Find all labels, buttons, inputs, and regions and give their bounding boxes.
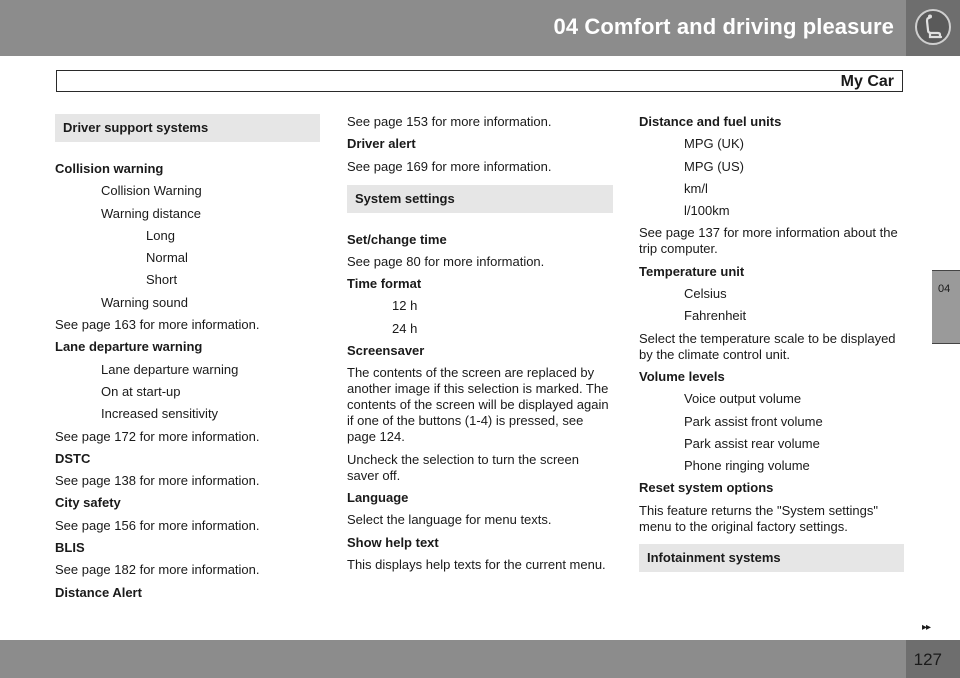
column-3 — [639, 114, 904, 591]
box-infotainment: Infotainment systems — [639, 544, 904, 572]
sub-option-item: Short — [146, 272, 178, 288]
option-item: Lane departure warning — [101, 361, 239, 377]
body-text: Select the temperature scale to be displayed by the climate control unit. — [639, 330, 896, 362]
heading-blis: BLIS — [55, 540, 85, 556]
heading-set-time: Set/change time — [347, 231, 447, 247]
section-title: My Car — [840, 73, 894, 90]
option-item: l/100km — [684, 203, 730, 219]
seat-icon — [914, 8, 952, 46]
heading-volume-levels: Volume levels — [639, 368, 725, 384]
body-text: The contents of the screen are replaced by another image if this selection is marked. The contents of the screen will be displayed again if one of the buttons (1-4) is pressed, see page 124. — [347, 365, 609, 445]
page-reference: See page 169 for more information. — [347, 158, 552, 174]
chapter-title: 04 Comfort and driving pleasure — [553, 14, 894, 39]
option-item: Park assist front volume — [684, 413, 823, 429]
box-system-settings: System settings — [347, 185, 613, 213]
option-item: Warning sound — [101, 294, 188, 310]
side-tab-label: 04 — [938, 283, 951, 295]
option-item: Park assist rear volume — [684, 435, 820, 451]
option-item: MPG (US) — [684, 158, 744, 174]
option-item: 24 h — [392, 320, 418, 336]
next-page-marker: ▸▸ — [922, 622, 931, 633]
heading-dstc: DSTC — [55, 450, 91, 466]
page-number: 127 — [913, 650, 942, 669]
heading-language: Language — [347, 489, 409, 505]
option-item: Fahrenheit — [684, 308, 747, 324]
chapter-side-tab — [932, 270, 960, 344]
body-text: This feature returns the "System settings" menu to the original factory settings. — [639, 502, 878, 534]
page-reference: See page 163 for more information. — [55, 317, 260, 333]
option-item: km/l — [684, 180, 708, 196]
box-driver-support: Driver support systems — [55, 114, 320, 142]
column-2 — [347, 114, 613, 579]
heading-distance-alert: Distance Alert — [55, 584, 142, 600]
heading-driver-alert: Driver alert — [347, 136, 416, 152]
option-item: Collision Warning — [101, 183, 202, 199]
option-item: Phone ringing volume — [684, 458, 810, 474]
chapter-icon-box — [906, 0, 960, 56]
heading-distance-fuel-units: Distance and fuel units — [639, 114, 782, 129]
body-text: Select the language for menu texts. — [347, 512, 552, 528]
page-reference: See page 172 for more information. — [55, 428, 260, 444]
page-reference: See page 137 for more information about the trip computer. — [639, 225, 898, 257]
heading-collision-warning: Collision warning — [55, 161, 164, 176]
option-item: On at start-up — [101, 383, 181, 399]
option-item: MPG (UK) — [684, 136, 744, 152]
page-reference: See page 80 for more information. — [347, 253, 545, 269]
option-item: Voice output volume — [684, 391, 802, 407]
body-text: This displays help texts for the current menu. — [347, 556, 606, 572]
column-1 — [55, 114, 320, 607]
heading-show-help: Show help text — [347, 534, 439, 550]
page-number-box — [906, 640, 960, 678]
page-reference: See page 153 for more information. — [347, 114, 552, 129]
body-text: Uncheck the selection to turn the screen saver off. — [347, 451, 579, 483]
page-reference: See page 138 for more information. — [55, 473, 260, 489]
chapter-header — [0, 0, 960, 56]
option-item: Warning distance — [101, 205, 201, 221]
heading-lane-departure: Lane departure warning — [55, 339, 203, 355]
heading-time-format: Time format — [347, 276, 422, 292]
section-bar — [56, 70, 903, 92]
heading-temperature-unit: Temperature unit — [639, 263, 745, 279]
option-item: Celsius — [684, 286, 727, 302]
heading-screensaver: Screensaver — [347, 343, 425, 359]
heading-reset-system: Reset system options — [639, 480, 774, 496]
option-item: Increased sensitivity — [101, 406, 219, 422]
option-item: 12 h — [392, 298, 418, 314]
page-footer — [0, 640, 960, 678]
sub-option-item: Normal — [146, 250, 188, 266]
page-reference: See page 182 for more information. — [55, 562, 260, 578]
sub-option-item: Long — [146, 227, 175, 243]
heading-city-safety: City safety — [55, 495, 121, 511]
page-reference: See page 156 for more information. — [55, 517, 260, 533]
